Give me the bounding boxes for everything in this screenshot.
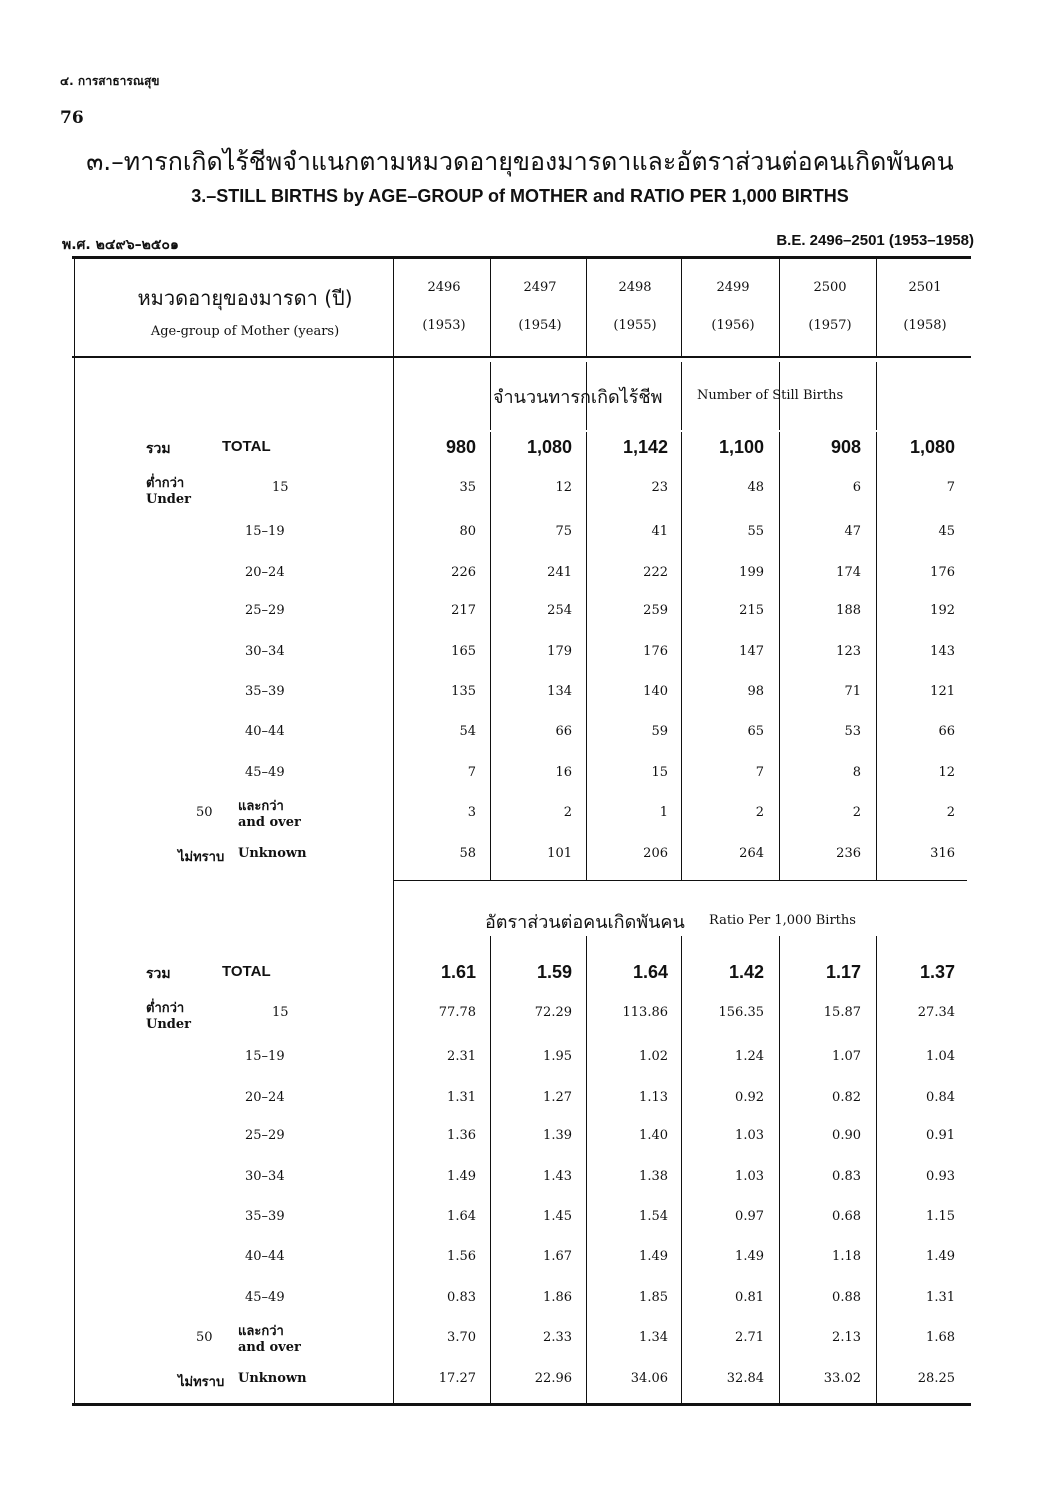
data-cell: 0.84 bbox=[926, 1090, 955, 1105]
data-cell: 34.06 bbox=[630, 1371, 668, 1386]
data-cell: 1.49 bbox=[926, 1249, 955, 1264]
row-label-age-group: 45–49 bbox=[245, 765, 285, 780]
data-cell: 179 bbox=[547, 644, 572, 659]
data-cell: 113.86 bbox=[622, 1005, 668, 1020]
data-cell: 66 bbox=[938, 724, 955, 739]
data-cell: 0.81 bbox=[735, 1290, 764, 1305]
column-separator bbox=[586, 936, 587, 955]
table-title-english: 3.–STILL BIRTHS by AGE–GROUP of MOTHER and RATIO PER 1,000 BIRTHS bbox=[191, 186, 849, 206]
data-cell: 48 bbox=[747, 480, 764, 495]
column-separator bbox=[681, 259, 682, 356]
data-cell: 80 bbox=[459, 524, 476, 539]
row-label-under-thai: ต่ำกว่า bbox=[146, 476, 185, 491]
data-cell: 33.02 bbox=[823, 1371, 861, 1386]
data-cell: 2 bbox=[563, 805, 572, 820]
row-label-age-group: 25–29 bbox=[245, 1128, 285, 1143]
section-banner-thai: จำนวนทารกเกิดไร้ชีพ bbox=[493, 387, 663, 408]
table-left-border bbox=[74, 259, 75, 1403]
row-label-over-thai: และกว่า bbox=[238, 799, 284, 814]
data-cell: 22.96 bbox=[534, 1371, 572, 1386]
stub-divider bbox=[393, 259, 394, 1403]
data-cell: 192 bbox=[930, 603, 955, 618]
column-separator bbox=[876, 259, 877, 356]
data-cell: 0.68 bbox=[832, 1209, 861, 1224]
data-cell: 7 bbox=[755, 765, 764, 780]
row-label-under-age: 15 bbox=[272, 1005, 289, 1020]
data-cell: 1.18 bbox=[832, 1249, 861, 1264]
data-cell: 264 bbox=[739, 846, 764, 861]
data-cell: 908 bbox=[830, 437, 861, 457]
data-cell: 1.03 bbox=[735, 1128, 764, 1143]
data-cell: 1.85 bbox=[639, 1290, 668, 1305]
row-label-age-group: 30–34 bbox=[245, 644, 285, 659]
data-cell: 1.61 bbox=[440, 962, 476, 982]
year-ce-2501: (1958) bbox=[903, 318, 947, 333]
column-separator bbox=[876, 362, 877, 430]
data-cell: 2.71 bbox=[735, 1330, 764, 1345]
data-cell: 174 bbox=[836, 565, 861, 580]
row-label-age-group: 30–34 bbox=[245, 1169, 285, 1184]
row-label-under-english: Under bbox=[146, 1017, 191, 1032]
data-cell: 1.68 bbox=[926, 1330, 955, 1345]
data-cell: 1.17 bbox=[825, 962, 861, 982]
column-separator bbox=[681, 362, 682, 430]
row-label-age-group: 15–19 bbox=[245, 1049, 285, 1064]
stub-header-english: Age-group of Mother (years) bbox=[150, 324, 340, 339]
page-number: 76 bbox=[60, 108, 84, 128]
row-label-age-group: 40–44 bbox=[245, 724, 285, 739]
data-cell: 15 bbox=[651, 765, 668, 780]
data-cell: 1.54 bbox=[639, 1209, 668, 1224]
data-cell: 217 bbox=[451, 603, 476, 618]
data-cell: 1.31 bbox=[926, 1290, 955, 1305]
data-cell: 3 bbox=[467, 805, 476, 820]
row-label-unknown-thai: ไม่ทราบ bbox=[178, 850, 225, 865]
column-separator bbox=[681, 936, 682, 955]
row-label-age-group: 45–49 bbox=[245, 1290, 285, 1305]
data-cell: 1.37 bbox=[919, 962, 955, 982]
row-label-age-group: 15–19 bbox=[245, 524, 285, 539]
data-cell: 143 bbox=[930, 644, 955, 659]
data-cell: 147 bbox=[739, 644, 764, 659]
table-header-rule bbox=[72, 356, 971, 358]
data-cell: 1.31 bbox=[447, 1090, 476, 1105]
data-cell: 54 bbox=[459, 724, 476, 739]
row-label-age-group: 20–24 bbox=[245, 565, 285, 580]
data-cell: 1.43 bbox=[543, 1169, 572, 1184]
row-label-age-group: 35–39 bbox=[245, 1209, 285, 1224]
data-cell: 1.59 bbox=[536, 962, 572, 982]
data-cell: 1.34 bbox=[639, 1330, 668, 1345]
data-cell: 32.84 bbox=[726, 1371, 764, 1386]
row-label-over-english: and over bbox=[238, 815, 301, 830]
data-cell: 66 bbox=[555, 724, 572, 739]
data-cell: 121 bbox=[930, 684, 955, 699]
data-cell: 1 bbox=[659, 805, 668, 820]
section-banner-thai: อัตราส่วนต่อคนเกิดพันคน bbox=[485, 912, 685, 933]
section-divider bbox=[393, 880, 967, 881]
data-cell: 16 bbox=[555, 765, 572, 780]
year-ce-2500: (1957) bbox=[808, 318, 852, 333]
data-cell: 165 bbox=[451, 644, 476, 659]
data-cell: 59 bbox=[651, 724, 668, 739]
data-cell: 45 bbox=[938, 524, 955, 539]
data-cell: 55 bbox=[747, 524, 764, 539]
data-cell: 65 bbox=[747, 724, 764, 739]
data-cell: 0.83 bbox=[447, 1290, 476, 1305]
row-label-total-english: TOTAL bbox=[222, 438, 271, 455]
data-cell: 0.82 bbox=[832, 1090, 861, 1105]
section-banner-english: Ratio Per 1,000 Births bbox=[709, 913, 856, 928]
data-cell: 1.49 bbox=[735, 1249, 764, 1264]
data-cell: 176 bbox=[643, 644, 668, 659]
year-be-2496: 2496 bbox=[427, 280, 461, 295]
row-label-unknown-thai: ไม่ทราบ bbox=[178, 1375, 225, 1390]
data-cell: 1.27 bbox=[543, 1090, 572, 1105]
data-cell: 1,100 bbox=[718, 437, 764, 457]
year-be-2498: 2498 bbox=[618, 280, 652, 295]
table-bottom-rule bbox=[72, 1403, 971, 1406]
data-cell: 135 bbox=[451, 684, 476, 699]
data-cell: 2 bbox=[946, 805, 955, 820]
data-cell: 1.38 bbox=[639, 1169, 668, 1184]
year-be-2501: 2501 bbox=[908, 280, 942, 295]
data-cell: 259 bbox=[643, 603, 668, 618]
row-label-age-group: 40–44 bbox=[245, 1249, 285, 1264]
data-cell: 1,080 bbox=[909, 437, 955, 457]
data-cell: 2.33 bbox=[543, 1330, 572, 1345]
data-cell: 1.04 bbox=[926, 1049, 955, 1064]
data-cell: 2 bbox=[852, 805, 861, 820]
data-cell: 1.95 bbox=[543, 1049, 572, 1064]
data-cell: 23 bbox=[651, 480, 668, 495]
data-cell: 1.07 bbox=[832, 1049, 861, 1064]
row-label-unknown-english: Unknown bbox=[238, 846, 307, 861]
data-cell: 27.34 bbox=[917, 1005, 955, 1020]
data-cell: 6 bbox=[852, 480, 861, 495]
column-separator bbox=[490, 936, 491, 955]
data-cell: 1.02 bbox=[639, 1049, 668, 1064]
data-cell: 1.67 bbox=[543, 1249, 572, 1264]
column-separator bbox=[490, 259, 491, 356]
data-cell: 53 bbox=[844, 724, 861, 739]
row-label-under-english: Under bbox=[146, 492, 191, 507]
data-cell: 8 bbox=[852, 765, 861, 780]
period-thai: พ.ศ. ๒๔๙๖–๒๕๐๑ bbox=[62, 237, 179, 253]
data-cell: 980 bbox=[445, 437, 476, 457]
data-cell: 1,142 bbox=[622, 437, 668, 457]
data-cell: 134 bbox=[547, 684, 572, 699]
year-ce-2496: (1953) bbox=[422, 318, 466, 333]
year-be-2500: 2500 bbox=[813, 280, 847, 295]
year-ce-2499: (1956) bbox=[711, 318, 755, 333]
data-cell: 1.13 bbox=[639, 1090, 668, 1105]
data-cell: 1.86 bbox=[543, 1290, 572, 1305]
year-ce-2497: (1954) bbox=[518, 318, 562, 333]
data-cell: 316 bbox=[930, 846, 955, 861]
data-cell: 2.31 bbox=[447, 1049, 476, 1064]
row-label-age-group: 25–29 bbox=[245, 603, 285, 618]
row-label-under-age: 15 bbox=[272, 480, 289, 495]
data-cell: 7 bbox=[946, 480, 955, 495]
column-separator bbox=[586, 259, 587, 356]
column-separator bbox=[876, 936, 877, 955]
table-top-rule bbox=[72, 256, 971, 259]
data-cell: 47 bbox=[844, 524, 861, 539]
data-cell: 7 bbox=[467, 765, 476, 780]
data-cell: 0.83 bbox=[832, 1169, 861, 1184]
row-label-age-group: 20–24 bbox=[245, 1090, 285, 1105]
data-cell: 35 bbox=[459, 480, 476, 495]
data-cell: 176 bbox=[930, 565, 955, 580]
row-label-over-thai: และกว่า bbox=[238, 1324, 284, 1339]
data-cell: 1.39 bbox=[543, 1128, 572, 1143]
row-label-unknown-english: Unknown bbox=[238, 1371, 307, 1386]
data-cell: 188 bbox=[836, 603, 861, 618]
data-cell: 199 bbox=[739, 565, 764, 580]
data-cell: 0.91 bbox=[926, 1128, 955, 1143]
data-cell: 241 bbox=[547, 565, 572, 580]
data-cell: 41 bbox=[651, 524, 668, 539]
row-label-total-thai: รวม bbox=[146, 966, 171, 982]
data-cell: 156.35 bbox=[718, 1005, 764, 1020]
data-cell: 0.88 bbox=[832, 1290, 861, 1305]
data-cell: 0.92 bbox=[735, 1090, 764, 1105]
data-cell: 1.56 bbox=[447, 1249, 476, 1264]
data-cell: 15.87 bbox=[823, 1005, 861, 1020]
stub-header-thai: หมวดอายุของมารดา (ปี) bbox=[137, 286, 353, 310]
table-title-thai: ๓.–ทารกเกิดไร้ชีพจำแนกตามหมวดอายุของมารดาและอัตราส่วนต่อคนเกิดพันคน bbox=[86, 147, 954, 176]
data-cell: 75 bbox=[555, 524, 572, 539]
row-label-total-english: TOTAL bbox=[222, 963, 271, 980]
data-cell: 1,080 bbox=[526, 437, 572, 457]
data-cell: 1.36 bbox=[447, 1128, 476, 1143]
column-separator bbox=[779, 936, 780, 955]
data-cell: 254 bbox=[547, 603, 572, 618]
row-label-age-group: 35–39 bbox=[245, 684, 285, 699]
data-cell: 3.70 bbox=[447, 1330, 476, 1345]
data-cell: 12 bbox=[938, 765, 955, 780]
year-be-2499: 2499 bbox=[716, 280, 750, 295]
row-label-under-thai: ต่ำกว่า bbox=[146, 1001, 185, 1016]
data-cell: 2 bbox=[755, 805, 764, 820]
data-cell: 1.49 bbox=[639, 1249, 668, 1264]
data-cell: 0.90 bbox=[832, 1128, 861, 1143]
row-label-fifty: 50 bbox=[196, 805, 213, 820]
data-cell: 236 bbox=[836, 846, 861, 861]
data-cell: 1.49 bbox=[447, 1169, 476, 1184]
data-cell: 28.25 bbox=[917, 1371, 955, 1386]
data-cell: 226 bbox=[451, 565, 476, 580]
data-cell: 101 bbox=[547, 846, 572, 861]
data-cell: 17.27 bbox=[438, 1371, 476, 1386]
data-cell: 0.97 bbox=[735, 1209, 764, 1224]
data-cell: 58 bbox=[459, 846, 476, 861]
data-cell: 123 bbox=[836, 644, 861, 659]
data-cell: 1.45 bbox=[543, 1209, 572, 1224]
data-cell: 206 bbox=[643, 846, 668, 861]
year-ce-2498: (1955) bbox=[613, 318, 657, 333]
row-label-total-thai: รวม bbox=[146, 441, 171, 457]
data-cell: 1.24 bbox=[735, 1049, 764, 1064]
data-cell: 215 bbox=[739, 603, 764, 618]
data-cell: 72.29 bbox=[534, 1005, 572, 1020]
section-label: ๔. การสาธารณสุข bbox=[60, 74, 160, 88]
data-cell: 222 bbox=[643, 565, 668, 580]
data-cell: 1.64 bbox=[632, 962, 668, 982]
data-cell: 1.64 bbox=[447, 1209, 476, 1224]
data-cell: 2.13 bbox=[832, 1330, 861, 1345]
data-cell: 98 bbox=[747, 684, 764, 699]
data-cell: 140 bbox=[643, 684, 668, 699]
section-banner-english: Number of Still Births bbox=[697, 388, 844, 403]
data-cell: 1.15 bbox=[926, 1209, 955, 1224]
year-be-2497: 2497 bbox=[523, 280, 557, 295]
data-cell: 1.42 bbox=[728, 962, 764, 982]
row-label-over-english: and over bbox=[238, 1340, 301, 1355]
column-separator bbox=[779, 259, 780, 356]
row-label-fifty: 50 bbox=[196, 1330, 213, 1345]
data-cell: 1.40 bbox=[639, 1128, 668, 1143]
column-separator bbox=[490, 362, 491, 430]
data-cell: 77.78 bbox=[438, 1005, 476, 1020]
data-cell: 71 bbox=[844, 684, 861, 699]
data-cell: 12 bbox=[555, 480, 572, 495]
data-cell: 1.03 bbox=[735, 1169, 764, 1184]
data-cell: 0.93 bbox=[926, 1169, 955, 1184]
period-english: B.E. 2496–2501 (1953–1958) bbox=[776, 232, 974, 249]
